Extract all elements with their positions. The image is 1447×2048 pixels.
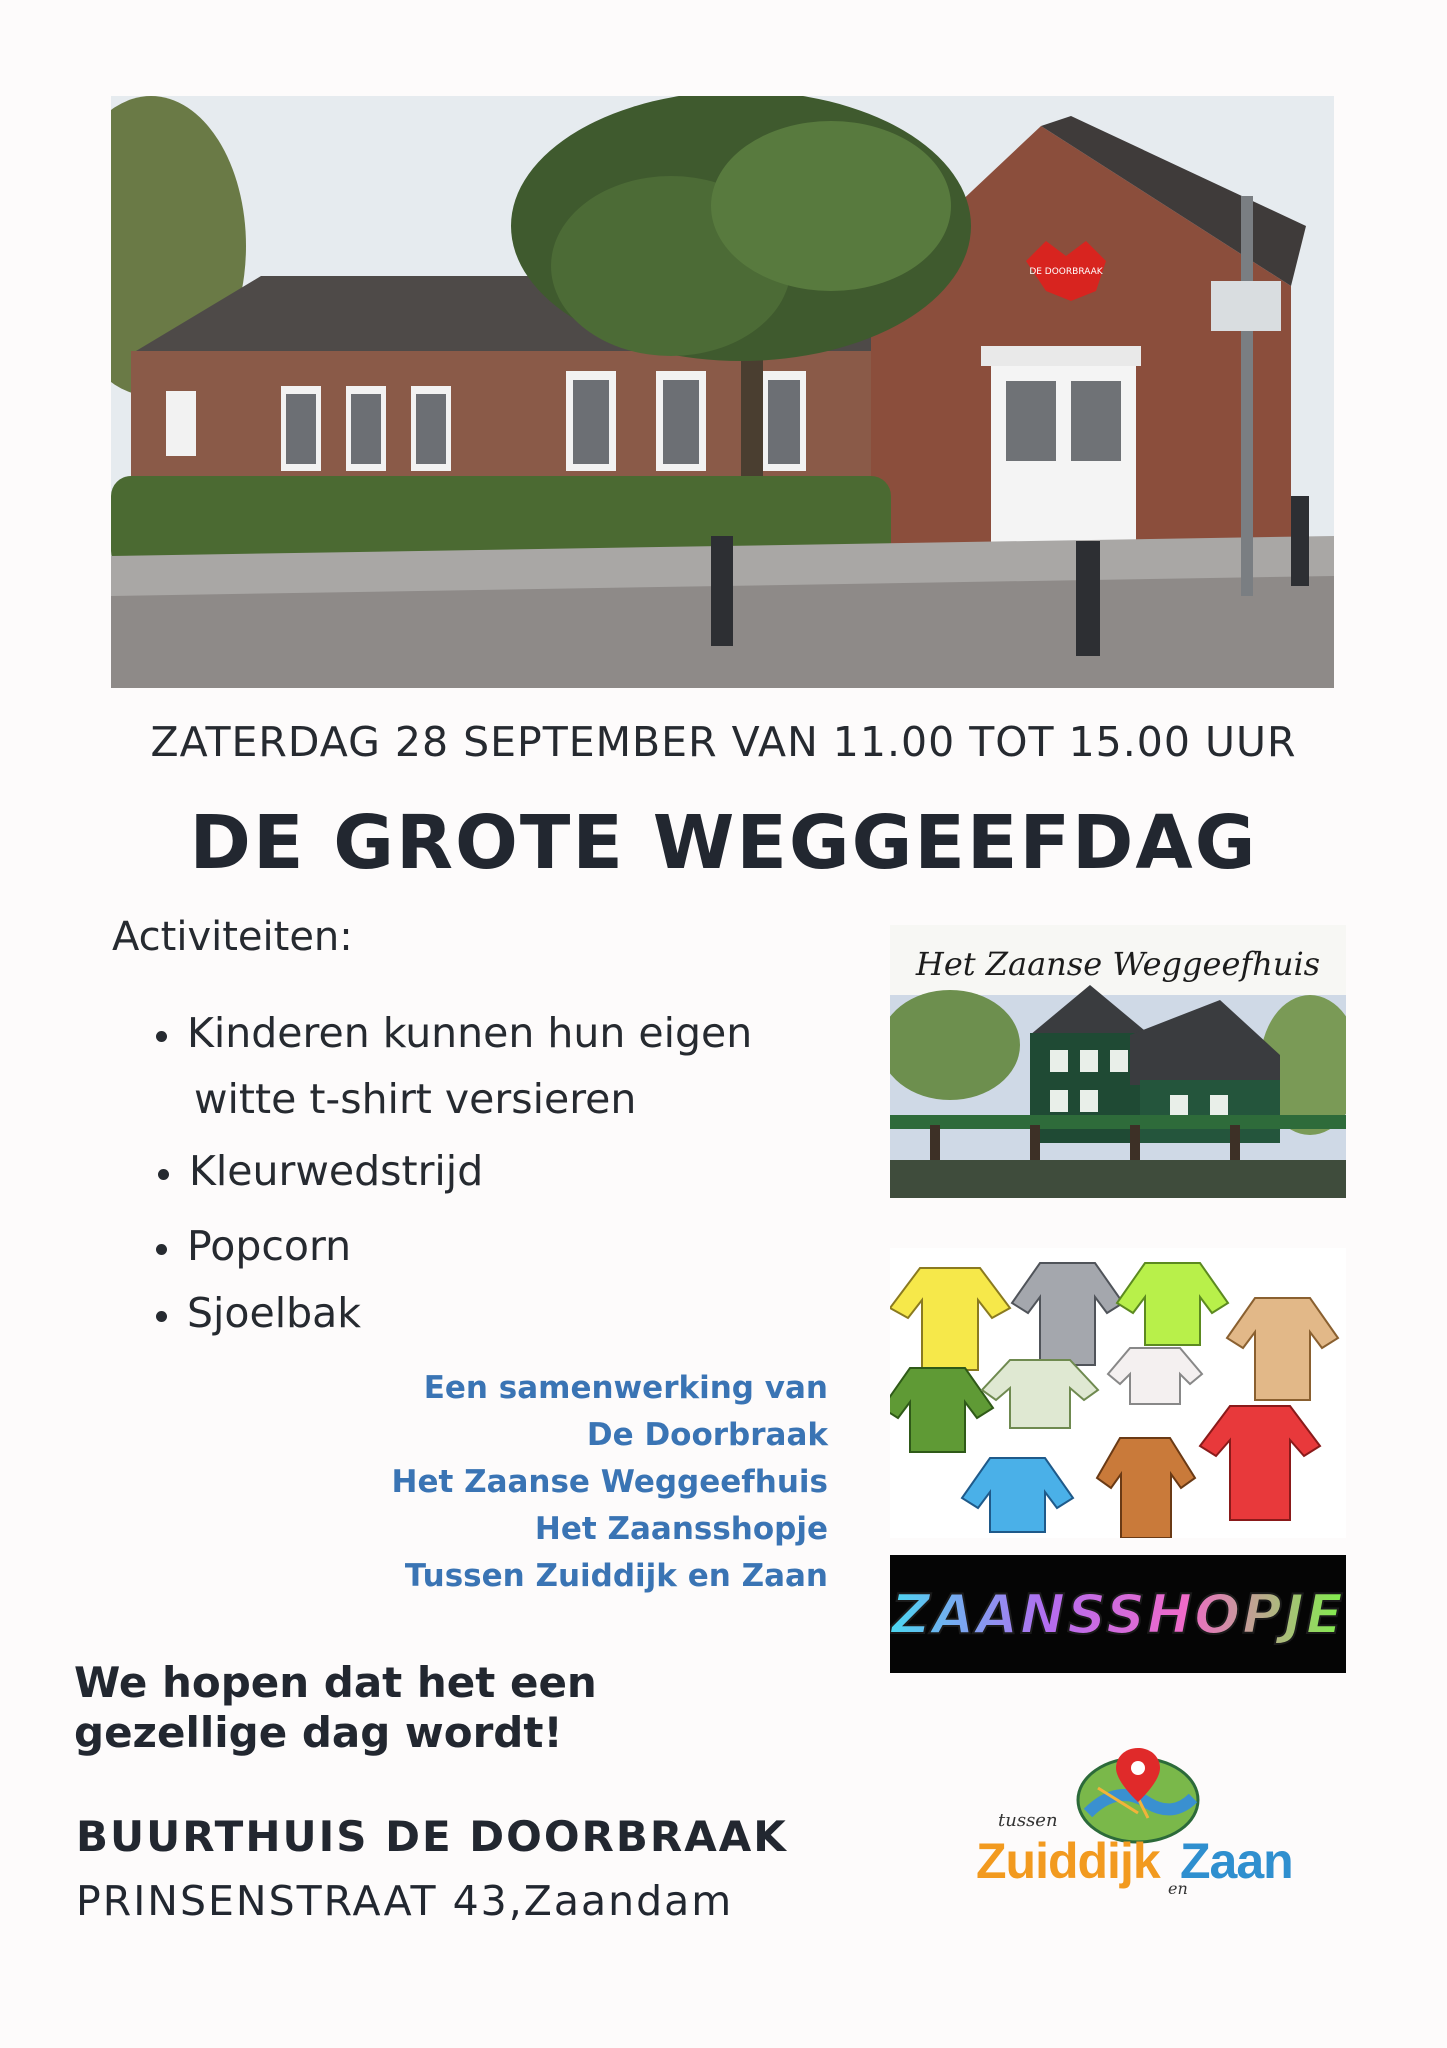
zaansshopje-banner [890,1555,1346,1673]
partner-name: Het Zaanse Weggeefhuis [391,1464,828,1500]
activity-item-tshirt-continued: witte t-shirt versieren [194,1075,637,1123]
clothes-illustration [890,1248,1346,1538]
logo-text-top: tussen [998,1810,1058,1831]
weggeefhuis-banner [890,925,1346,1198]
activity-item-sjoelbak [156,1280,361,1346]
cooperation-intro: Een samenwerking van [423,1370,828,1406]
venue-name: BUURTHUIS DE DOORBRAAK [76,1812,788,1861]
cooperation-block [380,1365,828,1600]
bullet-icon [156,1031,167,1042]
partner-name: Het Zaansshopje [534,1511,828,1547]
activity-item-popcorn [156,1213,351,1279]
building-sign: DE DOORBRAAK [1029,267,1103,277]
closing-line: We hopen dat het een [74,1658,597,1707]
logo-word-zuiddijk: Zuiddijk [976,1833,1160,1889]
bullet-icon [156,1311,167,1322]
bullet-icon [158,1169,169,1180]
event-date-time: ZATERDAG 28 SEPTEMBER VAN 11.00 TOT 15.00 UUR [150,718,1297,766]
venue-address: PRINSENSTRAAT 43,Zaandam [76,1877,734,1925]
banner-title: Het Zaanse Weggeefhuis [915,945,1321,983]
activities-heading: Activiteiten: [112,914,353,960]
activity-label: Sjoelbak [187,1289,362,1337]
partner-name: Tussen Zuiddijk en Zaan [404,1558,828,1594]
logo-text-en: en [1168,1879,1188,1898]
banner-text: ZAANSSHOPJE [891,1583,1345,1646]
activity-label: Kinderen kunnen hun eigen [187,1009,753,1057]
partner-name: De Doorbraak [586,1417,828,1453]
activity-label: Popcorn [187,1222,352,1270]
closing-message [74,1658,694,1758]
event-title: DE GROTE WEGGEEFDAG [189,800,1258,886]
building-photo [111,96,1334,688]
closing-line: gezellige dag wordt! [74,1708,563,1757]
activity-item-tshirt [156,1000,752,1066]
activity-label: Kleurwedstrijd [189,1147,484,1195]
bullet-icon [156,1244,167,1255]
tussen-zuiddijk-en-zaan-logo [968,1718,1308,1908]
logo-word-zaan: Zaan [1180,1833,1293,1889]
activity-item-coloring [158,1138,483,1204]
